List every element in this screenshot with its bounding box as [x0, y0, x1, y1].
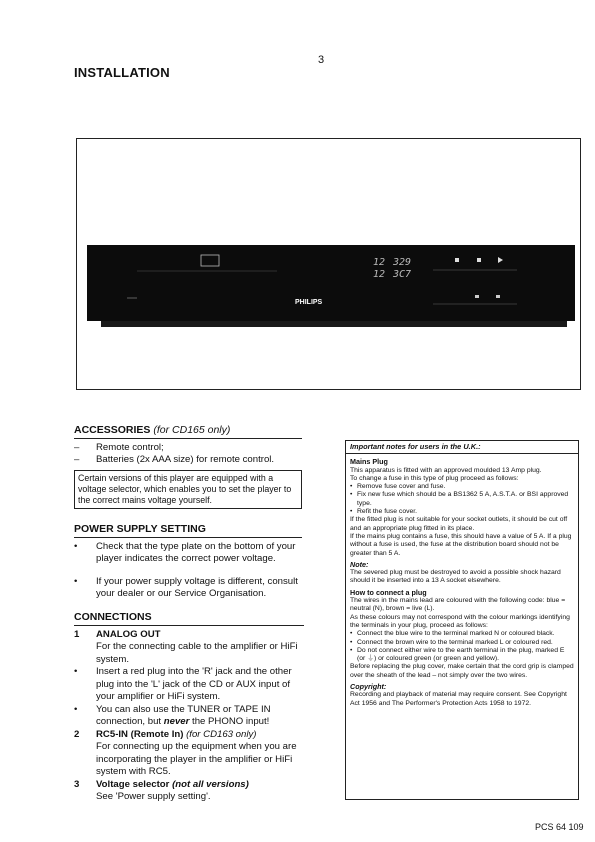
player-base — [101, 321, 567, 327]
connect-plug-heading: How to connect a plug — [350, 587, 427, 597]
mains-plug-heading: Mains Plug — [350, 457, 388, 467]
display-left: 12 — [373, 257, 386, 268]
list-item: 2 RC5-IN (Remote In) (for CD163 only) For connecting up the equipment when you are incorporating the player in the amplifier or HiFi system with RC5. — [74, 728, 297, 777]
player-front-panel — [87, 245, 575, 321]
cd-player-illustration — [76, 138, 581, 390]
list-item: • Check that the type plate on the bottom of your player indicates the correct power voltage. — [74, 540, 296, 564]
power-heading: POWER SUPPLY SETTING — [74, 523, 302, 538]
display-right: 329 — [393, 257, 412, 268]
uk-notes-box: Important notes for users in the U.K.: Mains Plug This apparatus is fitted with an approved moulded 13 Amp plug. To change a fuse in this type of plug proceed as follows: • Remove fuse cover and fuse. • Fix new fuse which should be a BS1362 5 A, A.S.T.A. or BSI approved type. • Refit the fuse cover. If the fitted plug is not suitable for your socket outlets, it should be cut off and an appropriate plug fitted in its place. If the mains plug contains a fuse, this should have a value of 5 A. If a plug without a fuse is used, the fuse at the distribution board should not be greater than 5 A. Note: The severed plug must be destroyed to avoid a possible shock hazard should it be inserted into a 13 A socket elsewhere. How to connect a plug The wires in the mains lead are coloured with the following code: blue = neutral (N), brown = live (L). As these colours may not correspond with the colour markings identifying the terminals in your plug, proceed as follows: • Connect the blue wire to the terminal marked N or coloured black. • Connect the brown wire to the terminal marked L or coloured red. • Do not connect either wire to the earth terminal in the plug, marked E (or ⏚) or coloured green (or green and yellow). Before replacing the plug cover, make certain that the cord grip is clamped over the sheath of the lead – not simply over the two wires. Copyright: Recording and playback of material may require consent. See Copyright Act 1956 and The Performer's Protection Acts 1958 to 1972. — [345, 440, 579, 800]
copyright-heading: Copyright: — [350, 682, 387, 692]
accessories-subtitle: (for CD165 only) — [153, 424, 231, 436]
skip-button-graphic — [475, 295, 479, 298]
list-item: • Remove fuse cover and fuse. — [350, 483, 446, 491]
display-left-2: 12 — [373, 269, 386, 280]
page-number: 3 — [318, 54, 325, 66]
list-item: 3 Voltage selector (not all versions) See 'Power supply setting'. — [74, 778, 249, 802]
list-item: – Batteries (2x AAA size) for remote control. — [74, 454, 275, 465]
connections-section — [74, 611, 304, 804]
note-heading: Note: — [350, 559, 369, 569]
list-item: • Fix new fuse which should be a BS1362 5 A, A.S.T.A. or BSI approved type. — [350, 491, 569, 507]
list-item: • If your power supply voltage is different, consult your dealer or our Service Organisation. — [74, 575, 298, 599]
accessories-title: ACCESSORIES — [74, 424, 151, 436]
uk-notes-title: Important notes for users in the U.K.: — [346, 443, 578, 454]
voltage-note: Certain versions of this player are equipped with a voltage selector, which enables you to set the player to the correct mains voltage yourself. — [74, 470, 302, 509]
list-item: – Remote control; — [74, 441, 164, 453]
accessories-heading — [74, 424, 302, 439]
accessories-section — [74, 424, 302, 509]
pause-button-graphic — [477, 258, 481, 262]
list-item: • You can also use the TUNER or TAPE IN connection, but never the PHONO input! — [74, 703, 271, 727]
section-title: INSTALLATION — [74, 65, 170, 80]
list-item: 1 ANALOG OUT For the connecting cable to the amplifier or HiFi system. — [74, 628, 298, 665]
stop-button-graphic — [455, 258, 459, 262]
brand-logo: PHILIPS — [295, 299, 323, 306]
list-item: • Connect the brown wire to the terminal marked L or coloured red. — [350, 638, 553, 646]
power-supply-section — [74, 523, 302, 601]
skip-button-graphic-2 — [496, 295, 500, 298]
display-right-2: 3C7 — [393, 269, 412, 280]
connections-heading: CONNECTIONS — [74, 611, 304, 626]
list-item: • Connect the blue wire to the terminal marked N or coloured black. — [350, 630, 555, 638]
document-code: PCS 64 109 — [535, 822, 584, 832]
list-item: • Do not connect either wire to the earth terminal in the plug, marked E (or ⏚) or coloured green (or green and yellow). — [350, 646, 565, 663]
cd-player-drawing — [77, 139, 582, 391]
list-item: • Refit the fuse cover. — [350, 508, 418, 516]
list-item: • Insert a red plug into the 'R' jack and the other plug into the 'L' jack of the CD or AUX input of your amplifier or HiFi system. — [74, 666, 292, 702]
